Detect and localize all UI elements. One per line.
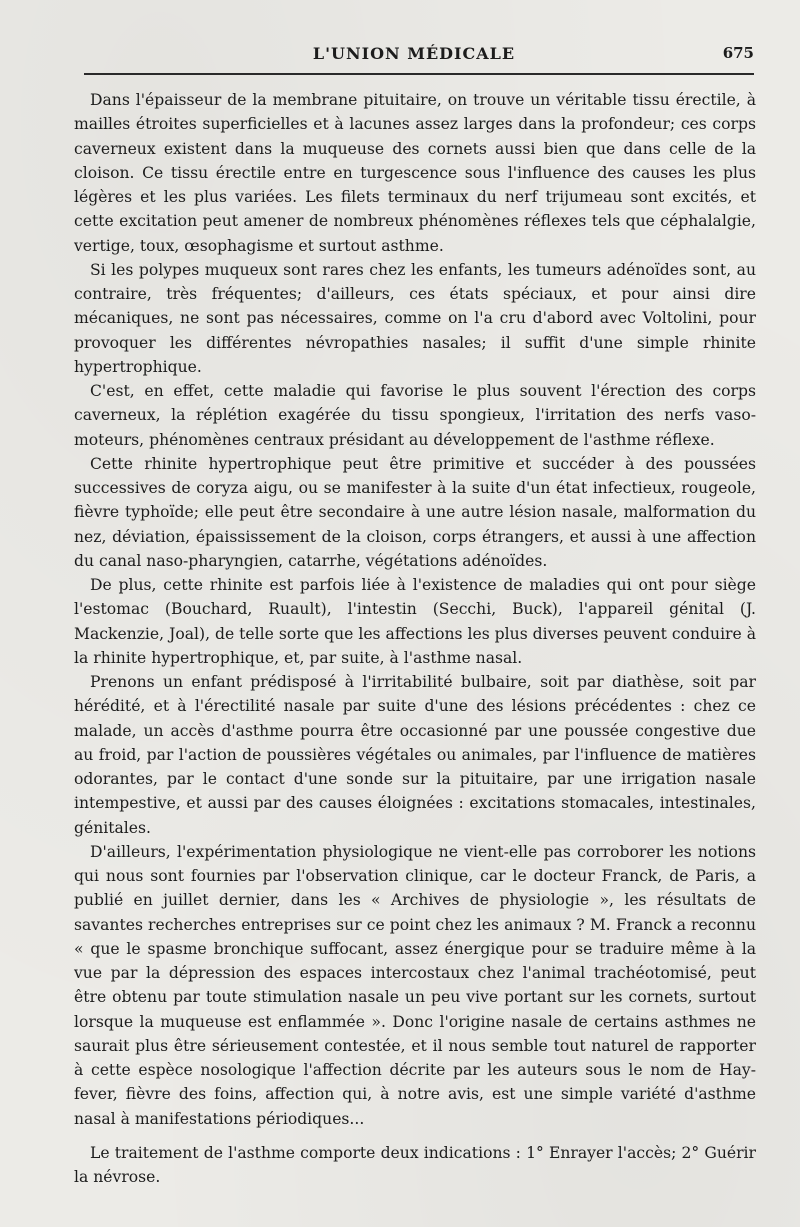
paragraph: Prenons un enfant prédisposé à l'irritabilité bulbaire, soit par diathèse, soit par hérédité, et à l'érectilité nasale par suite d'une des lésions précédentes : chez ce malade, un accès d'asthme pourra être occasionné par une poussée congestive due au froid, par l'action de poussières végétales ou animales, par l'influence de matières odorantes, par le contact d'une sonde sur la pituitaire, par une irrigation nasale intempestive, et aussi par des causes éloignées : excitations stomacales, intestinales, génitales. [74, 673, 756, 837]
journal-title: L'UNION MÉDICALE [312, 44, 516, 63]
paragraph: Le traitement de l'asthme comporte deux indications : 1° Enrayer l'accès; 2° Guérir la névrose. [74, 1143, 756, 1186]
page-header [74, 44, 754, 70]
paragraph: De plus, cette rhinite est parfois liée à l'existence de maladies qui ont pour siège l'estomac (Bouchard, Ruault), l'intestin (Secchi, Buck), l'appareil génital (J. Mackenzie, Joal), de telle sorte que les affections les plus diverses peuvent conduire à la rhinite hypertrophique, et, par suite, à l'asthme nasal. [74, 576, 756, 667]
paragraph: Dans l'épaisseur de la membrane pituitaire, on trouve un véritable tissu érectile, à mailles étroites superficielles et à lacunes assez larges dans la profondeur; ces corps caverneux existent dans la muqueuse des cornets aussi bien que dans celle de la cloison. Ce tissu érectile entre en turgescence sous l'influence des causes les plus légères et les plus variées. Les filets terminaux du nerf trijumeau sont excités, et cette excitation peut amener de nombreux phénomènes réflexes tels que céphalalgie, vertige, toux, œsophagisme et surtout asthme. [74, 91, 756, 255]
header-rule [84, 73, 754, 75]
paragraph: Si les polypes muqueux sont rares chez les enfants, les tumeurs adénoïdes sont, au contraire, très fréquentes; d'ailleurs, ces états spéciaux, et pour ainsi dire mécaniques, ne sont pas nécessaires, comme on l'a cru d'abord avec Voltolini, pour provoquer les différentes névropathies nasales; il suffit d'une simple rhinite hypertrophique. [74, 260, 756, 376]
paragraph: Cette rhinite hypertrophique peut être primitive et succéder à des poussées successives de coryza aigu, ou se manifester à la suite d'un état infectieux, rougeole, fièvre typhoïde; elle peut être secondaire à une autre lésion nasale, malformation du nez, déviation, épaississement de la cloison, corps étrangers, et aussi à une affection du canal naso-pharyngien, catarrhe, végétations adénoïdes. [74, 454, 756, 570]
page-number: 675 [722, 44, 754, 62]
article-body [74, 88, 756, 1189]
paragraph: C'est, en effet, cette maladie qui favorise le plus souvent l'érection des corps caverneux, la réplétion exagérée du tissu spongieux, l'irritation des nerfs vaso-moteurs, phénomènes centraux présidant au développement de l'asthme réflexe. [74, 382, 756, 449]
paragraph: D'ailleurs, l'expérimentation physiologique ne vient-elle pas corroborer les notions qui nous sont fournies par l'observation clinique, car le docteur Franck, de Paris, a publié en juillet dernier, dans les « Archives de physiologie », les résultats de savantes recherches entreprises sur ce point chez les animaux ? M. Franck a reconnu « que le spasme bronchique suffocant, assez énergique pour se traduire même à la vue par la dépression des espaces intercostaux chez l'animal trachéotomisé, peut être obtenu par toute stimulation nasale un peu vive portant sur les cornets, surtout lorsque la muqueuse est enflammée ». Donc l'origine nasale de certains asthmes ne saurait plus être sérieusement contestée, et il nous semble tout naturel de rapporter à cette espèce nosologique l'affection décrite par les auteurs sous le nom de Hay-fever, fièvre des foins, affection qui, à notre avis, est une simple variété d'asthme nasal à manifestations périodiques... [74, 842, 756, 1128]
